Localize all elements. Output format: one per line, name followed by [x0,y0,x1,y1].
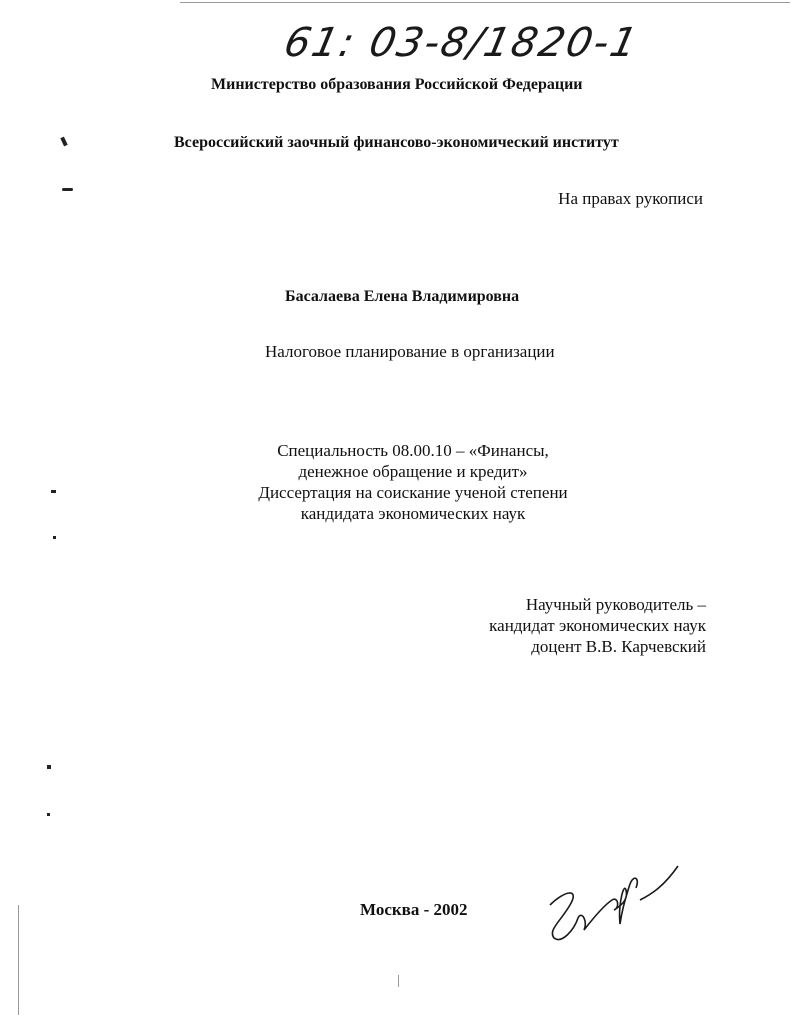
degree-line: Диссертация на соискание ученой степени [258,483,568,502]
specialty-block [230,440,596,524]
ministry-heading: Министерство образования Российской Федерации [211,76,583,93]
degree-line: кандидата экономических наук [300,504,526,523]
specialty-line: Специальность 08.00.10 – «Финансы, [277,441,549,460]
dissertation-title: Налоговое планирование в организации [265,342,555,361]
scan-left-line [18,905,19,1015]
scan-speck [51,490,56,493]
handwritten-archive-code: 61: 03-8/1820-1 [280,20,643,66]
institute-heading: Всероссийский заочный финансово-экономический институт [174,134,619,151]
city-year: Москва - 2002 [360,900,468,919]
manuscript-rights-label: На правах рукописи [558,189,703,208]
scan-speck [47,765,51,769]
author-name: Басалаева Елена Владимировна [285,288,520,305]
scan-speck [62,188,73,191]
scan-speck [60,137,67,147]
scan-speck [53,536,56,539]
scan-bottom-mark [398,975,399,987]
signature [540,860,690,950]
supervisor-line: доцент В.В. Карчевский [531,637,706,656]
specialty-line: денежное обращение и кредит» [298,462,528,481]
supervisor-line: кандидат экономических наук [489,616,706,635]
signature-drawing [540,860,690,950]
supervisor-block [489,594,706,657]
scan-top-line [180,2,790,3]
scan-speck [47,813,50,816]
supervisor-line: Научный руководитель – [525,595,706,614]
